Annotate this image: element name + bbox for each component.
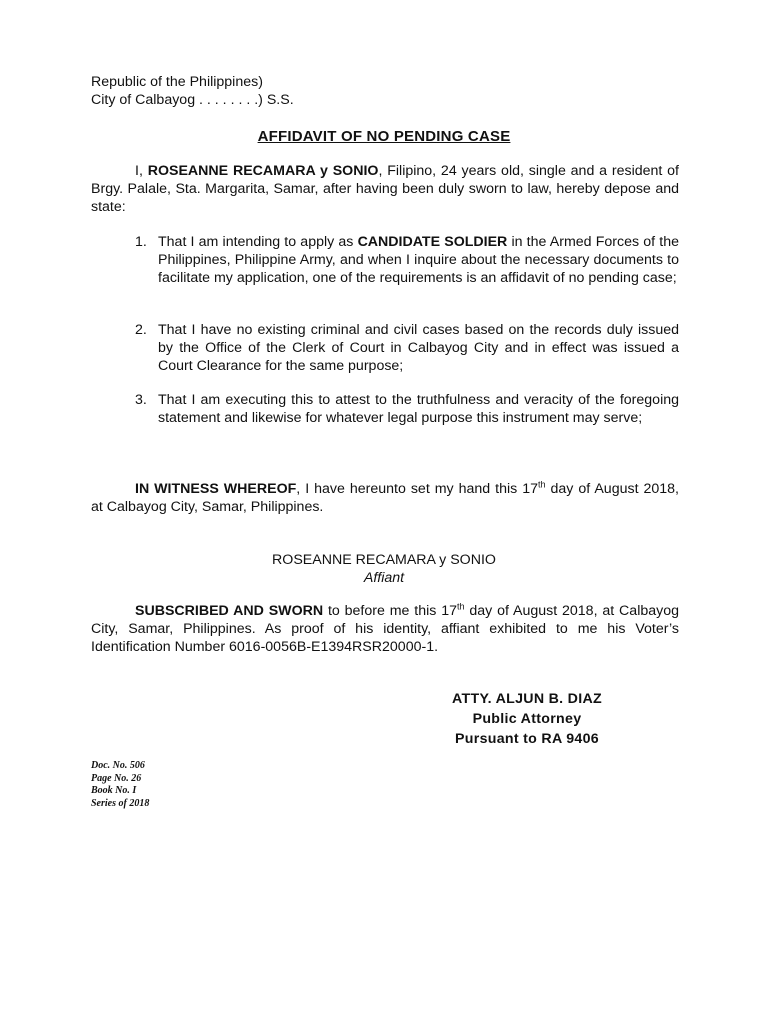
document-title: AFFIDAVIT OF NO PENDING CASE — [257, 128, 511, 145]
item-body — [158, 233, 679, 287]
item-number: 2. — [135, 322, 147, 338]
venue-block — [91, 73, 294, 109]
statement-item-2 — [135, 321, 679, 375]
candidate-soldier-label: CANDIDATE SOLDIER — [357, 234, 508, 250]
jurat-lead: SUBSCRIBED AND SWORN — [135, 603, 324, 619]
witness-lead: IN WITNESS WHEREOF — [135, 481, 297, 497]
witness-paragraph — [91, 480, 679, 516]
item-number: 1. — [135, 234, 147, 250]
affiant-signature-block — [0, 551, 768, 587]
series-year: Series of 2018 — [91, 797, 150, 809]
affiant-name: ROSEANNE RECAMARA y SONIO — [272, 552, 496, 568]
intro-post: , Filipino, 24 years old, single and a resident of Brgy. Palale, Sta. Margarita, Samar, after having been duly sworn to law, hereby depose and state: — [91, 163, 680, 215]
statement-item-1 — [135, 233, 679, 287]
notarial-register — [91, 760, 149, 810]
jurat-text: to before me this 17 — [323, 603, 457, 619]
witness-ordinal: th — [537, 479, 546, 490]
jurat-ordinal: th — [457, 601, 465, 612]
intro-paragraph — [91, 162, 679, 216]
item-text-post: in the Armed Forces of the Philippines, Philippine Army, and when I inquire about the necessary documents to facilitate my application, one of the requirements is an affidavit of no pending case; — [158, 234, 680, 286]
witness-text-end: day of August 2018, at Calbayog City, Samar, Philippines. — [91, 481, 679, 515]
page-number: Page No. 26 — [91, 772, 142, 784]
item-body: That I am executing this to attest to the truthfulness and veracity of the foregoing statement and likewise for whatever legal purpose this instrument may serve; — [158, 392, 679, 426]
doc-number: Doc. No. 506 — [91, 760, 145, 771]
book-number: Book No. I — [91, 785, 137, 796]
attorney-authority: Pursuant to RA 9406 — [455, 731, 599, 747]
statement-item-3 — [135, 391, 679, 427]
item-number: 3. — [135, 392, 147, 408]
affiant-name-inline: ROSEANNE RECAMARA y SONIO — [147, 163, 379, 179]
attorney-title: Public Attorney — [472, 711, 582, 727]
venue-city: City of Calbayog . . . . . . . .) S.S. — [91, 92, 294, 108]
item-body: That I have no existing criminal and civil cases based on the records duly issued by the Office of the Clerk of Court in Calbayog City and in effect was issued a Court Clearance for the same purpose; — [158, 322, 679, 374]
intro-pre: I, — [135, 163, 148, 179]
item-text-pre: That I am intending to apply as — [158, 234, 358, 250]
attorney-name: ATTY. ALJUN B. DIAZ — [452, 691, 602, 707]
witness-text: , I have hereunto set my hand this 17 — [296, 481, 538, 497]
affiant-role: Affiant — [363, 570, 405, 586]
jurat-text-end: day of August 2018, at Calbayog City, Samar, Philippines. As proof of his identity, affiant exhibited to me his Voter’s Identification Number 6016-0056B-E1394RSR20000-1. — [91, 603, 679, 655]
notary-block — [420, 689, 634, 749]
venue-republic: Republic of the Philippines) — [91, 74, 263, 90]
jurat-paragraph — [91, 602, 679, 656]
